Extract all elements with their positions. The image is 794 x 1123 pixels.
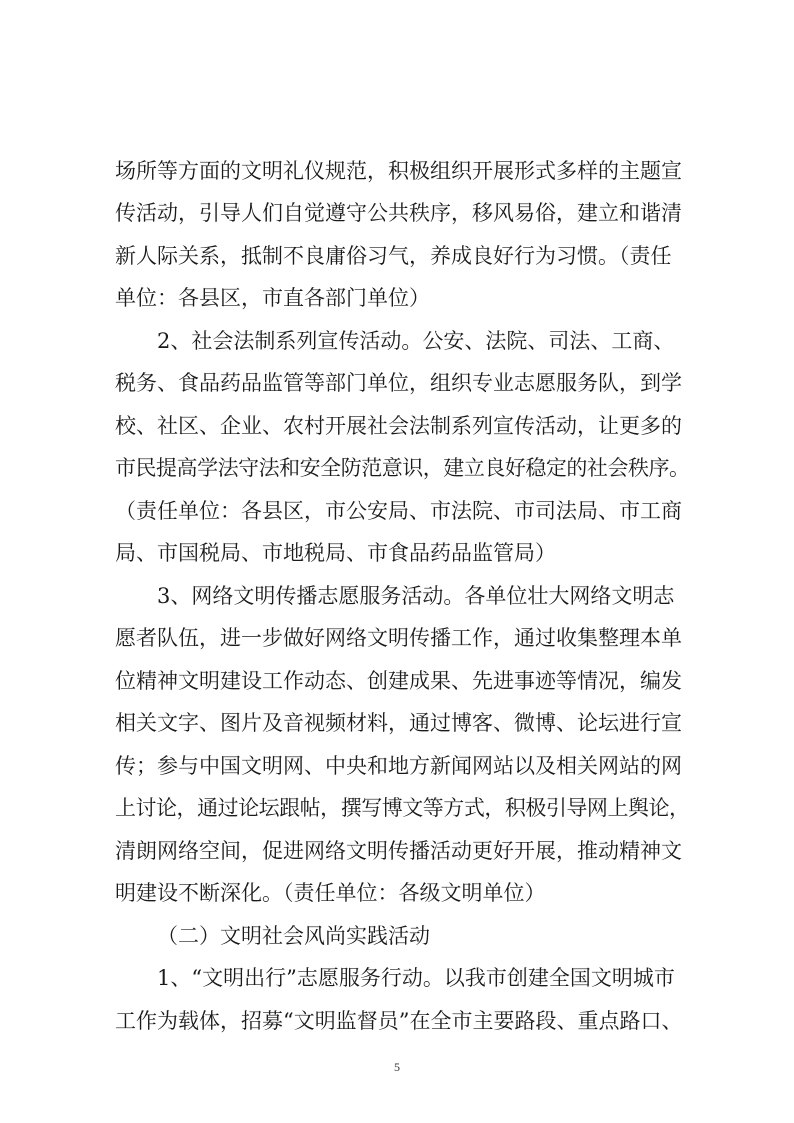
text-line: 新人际关系，抵制不良庸俗习气，养成良好行为习惯。（责任: [115, 244, 672, 268]
text-line: 校、社区、企业、农村开展社会法制系列宣传活动，让更多的: [115, 414, 682, 438]
text-line: 清朗网络空间，促进网络文明传播活动更好开展，推动精神文: [115, 839, 682, 863]
text-line: 传活动，引导人们自觉遵守公共秩序，移风易俗，建立和谐清: [115, 201, 682, 225]
text-line: 2、社会法制系列宣传活动。公安、法院、司法、工商、: [157, 329, 675, 353]
text-line: 1、“文明出行”志愿服务行动。以我市创建全国文明城市: [157, 966, 675, 990]
text-line: 工作为载体，招募“文明监督员”在全市主要路段、重点路口、: [115, 1009, 683, 1033]
text-line: 明建设不断深化。（责任单位：各级文明单位）: [115, 881, 546, 905]
text-line: 位精神文明建设工作动态、创建成果、先进事迹等情况，编发: [115, 669, 682, 693]
text-line: 局、市国税局、市地税局、市食品药品监管局）: [115, 541, 556, 565]
text-line: 愿者队伍，进一步做好网络文明传播工作，通过收集整理本单: [115, 626, 682, 650]
section-heading: （二）文明社会风尚实践活动: [157, 924, 430, 948]
page-number-footer: 5: [394, 1060, 400, 1074]
text-line: 市民提高学法守法和安全防范意识，建立良好稳定的社会秩序。: [115, 456, 690, 480]
text-line: 相关文字、图片及音视频材料，通过博客、微博、论坛进行宣: [115, 711, 682, 735]
text-line: 3、网络文明传播志愿服务活动。各单位壮大网络文明志: [157, 584, 675, 608]
text-line: 税务、食品药品监管等部门单位，组织专业志愿服务队，到学: [115, 371, 682, 395]
text-line: 上讨论，通过论坛跟帖，撰写博文等方式，积极引导网上舆论，: [115, 796, 690, 820]
text-line: 单位：各县区，市直各部门单位）: [115, 286, 430, 310]
text-line: 传；参与中国文明网、中央和地方新闻网站以及相关网站的网: [115, 754, 682, 778]
text-line: 场所等方面的文明礼仪规范，积极组织开展形式多样的主题宣: [115, 159, 682, 183]
text-line: （责任单位：各县区，市公安局、市法院、市司法局、市工商: [115, 499, 682, 523]
